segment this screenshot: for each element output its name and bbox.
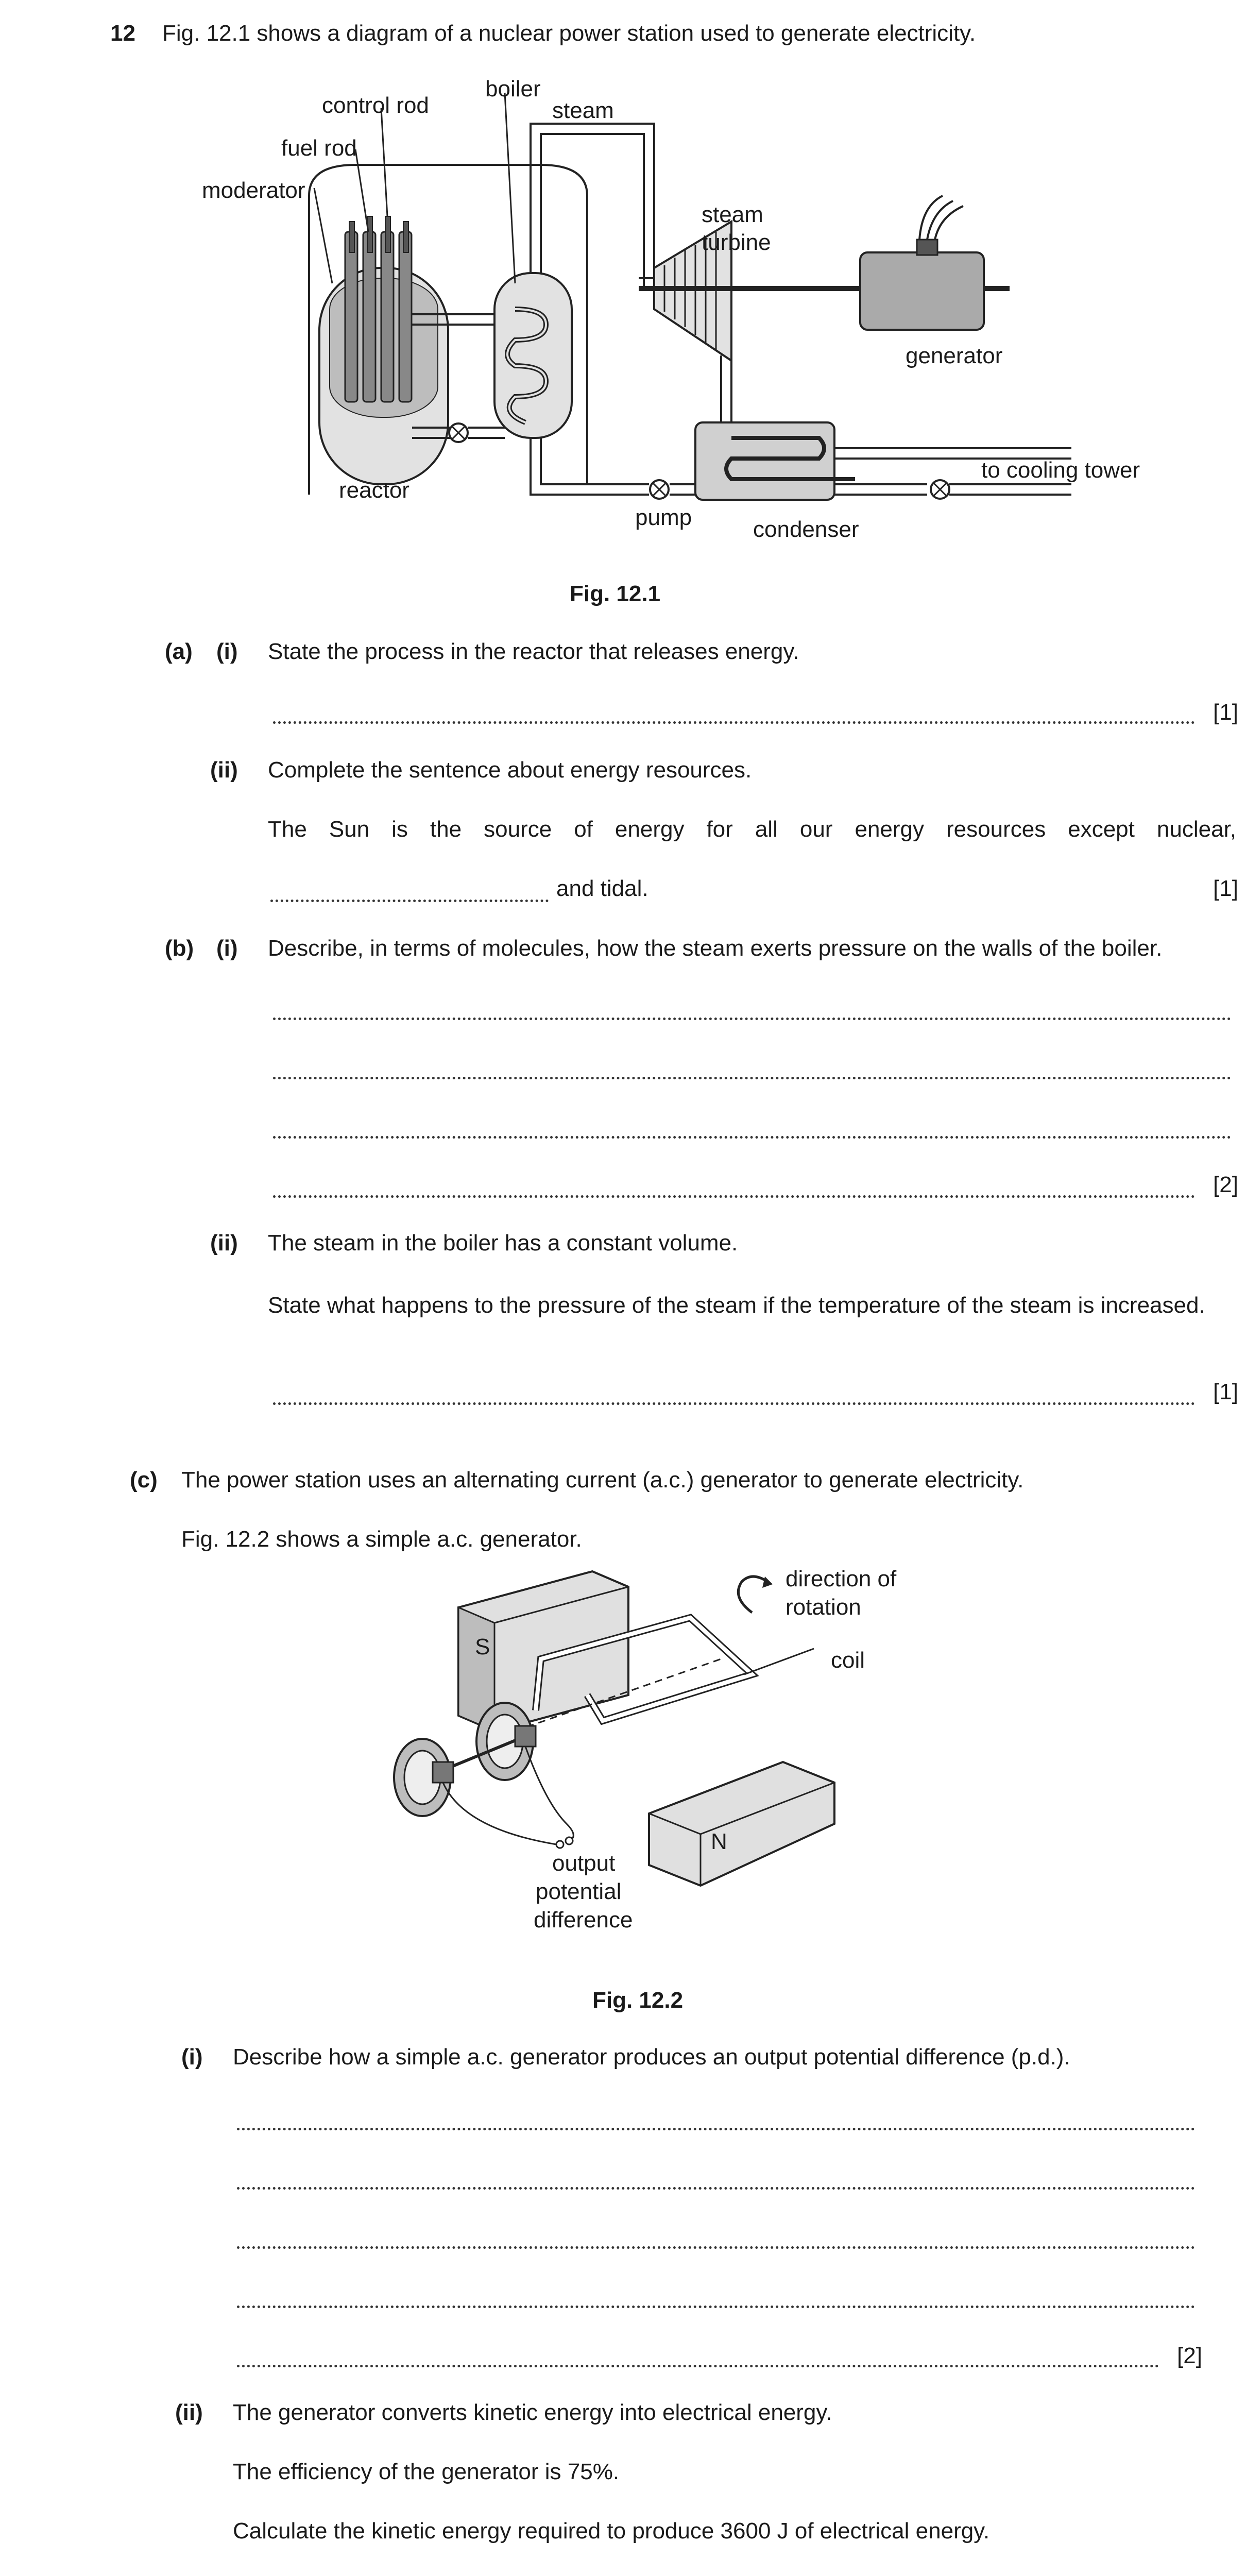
part-a-i-label: (i)	[216, 639, 238, 664]
part-b-ii-marks: [1]	[1213, 1379, 1238, 1404]
answer-line-c-i-3[interactable]	[237, 2246, 1195, 2249]
fig-12-2-caption: Fig. 12.2	[592, 1988, 684, 2013]
part-a-label: (a)	[165, 639, 193, 664]
answer-line-b-i-3[interactable]	[273, 1136, 1231, 1139]
part-c-ii-text2: The efficiency of the generator is 75%.	[233, 2459, 620, 2484]
part-c-ii-text3: Calculate the kinetic energy required to produce 3600 J of electrical energy.	[233, 2518, 990, 2544]
label-direction-2: rotation	[786, 1595, 861, 1620]
label-control-rod: control rod	[322, 93, 429, 118]
answer-line-b-ii[interactable]	[273, 1402, 1195, 1405]
label-steam: steam	[552, 98, 614, 123]
part-a-ii-text: Complete the sentence about energy resources.	[268, 757, 752, 783]
part-b-ii-label: (ii)	[210, 1230, 238, 1256]
part-c-label: (c)	[130, 1467, 158, 1493]
label-output-1: output	[552, 1851, 616, 1876]
answer-line-a-ii[interactable]	[270, 900, 549, 902]
part-c-i-text: Describe how a simple a.c. generator produces an output potential difference (p.d.).	[233, 2044, 1070, 2070]
label-boiler: boiler	[485, 76, 541, 101]
answer-line-c-i-5[interactable]	[237, 2365, 1159, 2367]
label-fuel-rod: fuel rod	[281, 135, 357, 161]
label-condenser: condenser	[753, 517, 859, 542]
condenser	[695, 422, 834, 500]
label-n-pole: N	[711, 1829, 727, 1854]
part-a-i-text: State the process in the reactor that releases energy.	[268, 639, 799, 664]
label-s-pole: S	[475, 1634, 490, 1659]
label-steam-turbine-2: turbine	[702, 230, 771, 255]
part-a-ii-sentence: The Sun is the source of energy for all our energy resources except nuclear,	[268, 817, 1236, 842]
answer-line-c-i-4[interactable]	[237, 2306, 1195, 2308]
label-direction-1: direction of	[786, 1566, 897, 1591]
label-output-2: potential	[536, 1879, 622, 1904]
part-b-i-text: Describe, in terms of molecules, how the steam exerts pressure on the walls of the boiler.	[268, 936, 1163, 961]
part-b-label: (b)	[165, 936, 194, 961]
answer-line-c-i-1[interactable]	[237, 2128, 1195, 2130]
part-c-text: The power station uses an alternating current (a.c.) generator to generate electricity.	[181, 1467, 1024, 1493]
question-number: 12	[110, 21, 135, 46]
answer-line-c-i-2[interactable]	[237, 2187, 1195, 2190]
answer-line-a-i[interactable]	[273, 721, 1195, 724]
part-a-ii-marks: [1]	[1213, 876, 1238, 901]
generator-box	[860, 252, 984, 330]
answer-line-b-i-1[interactable]	[273, 1018, 1231, 1020]
part-b-i-marks: [2]	[1213, 1172, 1238, 1197]
part-a-ii-label: (ii)	[210, 757, 238, 783]
part-b-i-label: (i)	[216, 936, 238, 961]
part-c-i-marks: [2]	[1177, 2343, 1202, 2368]
question-intro: Fig. 12.1 shows a diagram of a nuclear power station used to generate electricity.	[162, 21, 976, 46]
part-b-ii-text: The steam in the boiler has a constant volume.	[268, 1230, 738, 1256]
part-c-fig-intro: Fig. 12.2 shows a simple a.c. generator.	[181, 1527, 582, 1552]
label-pump: pump	[635, 505, 692, 530]
part-c-ii-text: The generator converts kinetic energy into electrical energy.	[233, 2400, 832, 2425]
part-c-i-label: (i)	[181, 2044, 203, 2070]
label-cooling-tower: to cooling tower	[981, 457, 1140, 483]
label-coil: coil	[831, 1648, 865, 1673]
answer-line-b-i-4[interactable]	[273, 1195, 1195, 1198]
label-reactor: reactor	[339, 478, 409, 503]
answer-line-b-i-2[interactable]	[273, 1077, 1231, 1079]
label-steam-turbine-1: steam	[702, 202, 763, 227]
fig-12-1-caption: Fig. 12.1	[570, 581, 661, 606]
part-a-i-marks: [1]	[1213, 700, 1238, 725]
label-moderator: moderator	[202, 178, 305, 203]
label-output-3: difference	[534, 1907, 633, 1933]
label-generator: generator	[906, 343, 1003, 368]
part-a-ii-sentence-end: and tidal.	[556, 876, 648, 901]
part-b-ii-text2: State what happens to the pressure of the steam if the temperature of the steam is increased.	[268, 1293, 1205, 1318]
part-c-ii-label: (ii)	[175, 2400, 203, 2425]
